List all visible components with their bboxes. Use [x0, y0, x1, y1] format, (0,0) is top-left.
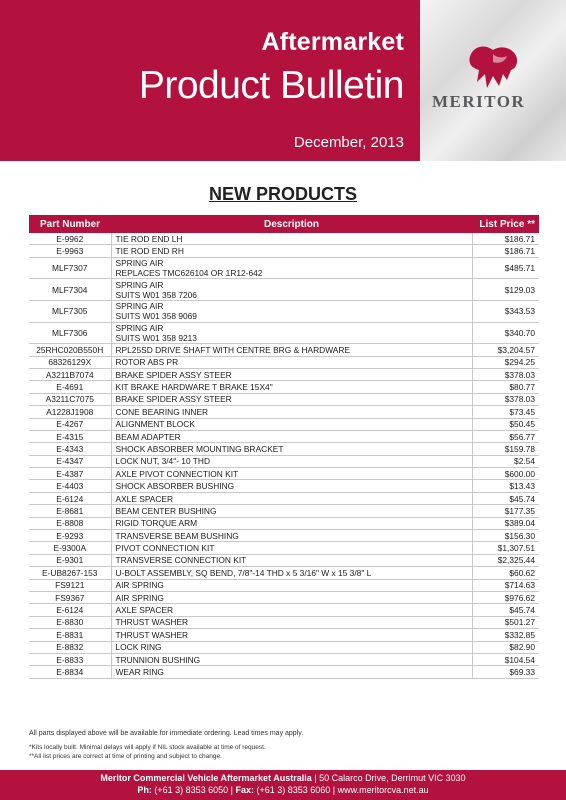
description-cell: [111, 233, 472, 245]
table-row: [29, 443, 539, 455]
description-cell: [111, 530, 472, 542]
description-cell: [111, 653, 472, 665]
list-price-cell: $343.53: [472, 300, 539, 322]
description-line: TRUNNION BUSHING: [115, 654, 201, 665]
part-number-cell: E-9963: [29, 245, 111, 257]
table-row: [29, 468, 539, 480]
list-price-cell: $332.85: [472, 629, 539, 641]
part-number-cell: E-8833: [29, 653, 111, 665]
description-line: THRUST WASHER: [115, 617, 189, 628]
prices-footnote: **All list prices are correct at time of printing and subject to change.: [29, 752, 222, 760]
footer-line-1: [0, 773, 566, 783]
list-price-cell: $69.33: [472, 666, 539, 678]
table-row: [29, 616, 539, 628]
description-cell: [111, 393, 472, 405]
table-row: [29, 554, 539, 566]
description-line: BRAKE SPIDER ASSY STEER: [115, 369, 232, 380]
table-row: [29, 492, 539, 504]
section-title: NEW PRODUCTS: [209, 184, 357, 204]
description-line: ALIGNMENT BLOCK: [115, 419, 195, 430]
description-line: REPLACES TMC626104 OR 1R12-642: [115, 268, 263, 279]
part-number-cell: E-4347: [29, 455, 111, 467]
part-number-cell: E-8830: [29, 616, 111, 628]
part-number-cell: E-9962: [29, 233, 111, 245]
part-number-cell: E-6124: [29, 604, 111, 616]
description-line: BEAM CENTER BUSHING: [115, 505, 217, 516]
part-number-cell: MLF7306: [29, 322, 111, 344]
table-row: [29, 344, 539, 356]
list-price-cell: $976.62: [472, 591, 539, 603]
description-line: SPRING AIR: [115, 322, 164, 333]
description-line: SUITS W01 358 9069: [115, 311, 197, 322]
description-line: PIVOT CONNECTION KIT: [115, 543, 215, 554]
footer-address: | 50 Calarco Drive, Derrimut VIC 3030: [311, 773, 466, 783]
header-title-aftermarket: Aftermarket: [261, 28, 404, 56]
part-number-cell: E-UB8267-153: [29, 567, 111, 579]
description-cell: [111, 641, 472, 653]
part-number-cell: E-8681: [29, 505, 111, 517]
column-header-description: Description: [111, 215, 472, 233]
list-price-cell: $60.62: [472, 567, 539, 579]
table-header-row: [29, 215, 539, 233]
part-number-cell: A3211C7075: [29, 393, 111, 405]
table-row: [29, 356, 539, 368]
part-number-cell: E-4315: [29, 430, 111, 442]
table-row: [29, 418, 539, 430]
list-price-cell: $13.43: [472, 480, 539, 492]
table-row: [29, 233, 539, 245]
footer-fax-label: Fax:: [235, 785, 254, 795]
description-cell: [111, 406, 472, 418]
description-line: THRUST WASHER: [115, 629, 189, 640]
part-number-cell: FS9121: [29, 579, 111, 591]
list-price-cell: $156.30: [472, 530, 539, 542]
list-price-cell: $45.74: [472, 604, 539, 616]
description-cell: [111, 492, 472, 504]
list-price-cell: $73.45: [472, 406, 539, 418]
list-price-cell: $600.00: [472, 468, 539, 480]
list-price-cell: $177.35: [472, 505, 539, 517]
list-price-cell: $186.71: [472, 233, 539, 245]
part-number-cell: FS9367: [29, 591, 111, 603]
table-row: [29, 629, 539, 641]
description-line: SPRING AIR: [115, 258, 164, 269]
table-row: [29, 591, 539, 603]
list-price-cell: $56.77: [472, 430, 539, 442]
table-row: [29, 480, 539, 492]
footer-phone: (+61 3) 8353 6050 |: [151, 785, 236, 795]
description-cell: [111, 443, 472, 455]
description-line: SPRING AIR: [115, 301, 164, 312]
list-price-cell: $1,307.51: [472, 542, 539, 554]
description-cell: [111, 517, 472, 529]
meritor-bull-logo-icon: [463, 44, 523, 92]
table-row: [29, 579, 539, 591]
list-price-cell: $82.90: [472, 641, 539, 653]
footer-line-2: [0, 785, 566, 795]
description-line: SHOCK ABSORBER BUSHING: [115, 481, 235, 492]
description-cell: [111, 300, 472, 322]
description-line: ROTOR ABS PR: [115, 357, 179, 368]
list-price-cell: $3,204.57: [472, 344, 539, 356]
description-line: SPRING AIR: [115, 279, 164, 290]
list-price-cell: $2,325.44: [472, 554, 539, 566]
table-row: [29, 257, 539, 279]
list-price-cell: $45.74: [472, 492, 539, 504]
part-number-cell: E-9293: [29, 530, 111, 542]
list-price-cell: $129.03: [472, 279, 539, 301]
description-cell: [111, 356, 472, 368]
table-row: [29, 368, 539, 380]
description-line: RPL25SD DRIVE SHAFT WITH CENTRE BRG & HARDWARE: [115, 344, 351, 355]
list-price-cell: $159.78: [472, 443, 539, 455]
description-line: TRANSVERSE BEAM BUSHING: [115, 530, 239, 541]
description-cell: [111, 368, 472, 380]
part-number-cell: E-4387: [29, 468, 111, 480]
part-number-cell: E-9300A: [29, 542, 111, 554]
part-number-cell: E-4343: [29, 443, 111, 455]
description-line: SHOCK ABSORBER MOUNTING BRACKET: [115, 443, 284, 454]
bulletin-date: December, 2013: [293, 134, 404, 151]
description-cell: [111, 430, 472, 442]
list-price-cell: $50.45: [472, 418, 539, 430]
part-number-cell: E-4267: [29, 418, 111, 430]
description-cell: [111, 468, 472, 480]
part-number-cell: E-8808: [29, 517, 111, 529]
description-cell: [111, 257, 472, 279]
part-number-cell: E-4691: [29, 381, 111, 393]
part-number-cell: A1228J1908: [29, 406, 111, 418]
list-price-cell: $485.71: [472, 257, 539, 279]
list-price-cell: $501.27: [472, 616, 539, 628]
description-cell: [111, 579, 472, 591]
products-table-body: [29, 233, 539, 678]
description-cell: [111, 542, 472, 554]
products-table: [29, 215, 539, 679]
list-price-cell: $186.71: [472, 245, 539, 257]
description-line: SUITS W01 358 7206: [115, 289, 197, 300]
list-price-cell: $389.04: [472, 517, 539, 529]
description-line: AXLE SPACER: [115, 605, 174, 616]
list-price-cell: $2.54: [472, 455, 539, 467]
description-line: AXLE SPACER: [115, 493, 174, 504]
list-price-cell: $378.03: [472, 393, 539, 405]
kits-footnote: *Kits locally built. Minimal delays will apply if NIL stock available at time of request.: [29, 744, 266, 751]
table-row: [29, 393, 539, 405]
description-line: TIE ROD END LH: [115, 233, 183, 244]
table-row: [29, 653, 539, 665]
footer-company: Meritor Commercial Vehicle Aftermarket Australia: [100, 773, 312, 783]
part-number-cell: E-8832: [29, 641, 111, 653]
meritor-wordmark: MERITOR: [432, 92, 526, 111]
description-line: CONE BEARING INNER: [115, 406, 209, 417]
part-number-cell: E-8831: [29, 629, 111, 641]
list-price-cell: $294.25: [472, 356, 539, 368]
description-cell: [111, 455, 472, 467]
part-number-cell: MLF7304: [29, 279, 111, 301]
description-cell: [111, 418, 472, 430]
list-price-cell: $378.03: [472, 368, 539, 380]
table-row: [29, 666, 539, 678]
table-row: [29, 505, 539, 517]
description-line: LOCK NUT, 3/4"- 10 THD: [115, 456, 211, 467]
description-cell: [111, 344, 472, 356]
description-cell: [111, 567, 472, 579]
description-line: KIT BRAKE HARDWARE T BRAKE 15X4": [115, 382, 273, 393]
part-number-cell: 68326129X: [29, 356, 111, 368]
column-header-list-price: List Price **: [472, 215, 539, 233]
description-line: SUITS W01 358 9213: [115, 332, 197, 343]
table-row: [29, 517, 539, 529]
part-number-cell: E-9301: [29, 554, 111, 566]
availability-note: All parts displayed above will be available for immediate ordering. Lead times may apply.: [29, 730, 304, 737]
table-row: [29, 322, 539, 344]
description-cell: [111, 245, 472, 257]
part-number-cell: E-6124: [29, 492, 111, 504]
description-line: WEAR RING: [115, 667, 164, 677]
description-line: LOCK RING: [115, 642, 162, 653]
table-row: [29, 567, 539, 579]
description-cell: [111, 505, 472, 517]
table-row: [29, 542, 539, 554]
list-price-cell: $714.63: [472, 579, 539, 591]
table-row: [29, 530, 539, 542]
list-price-cell: $104.54: [472, 653, 539, 665]
description-cell: [111, 381, 472, 393]
table-row: [29, 430, 539, 442]
list-price-cell: $340.70: [472, 322, 539, 344]
footnotes: [29, 744, 266, 761]
description-cell: [111, 591, 472, 603]
table-row: [29, 245, 539, 257]
part-number-cell: E-8834: [29, 666, 111, 678]
footer-phone-label: Ph:: [137, 785, 152, 795]
table-row: [29, 300, 539, 322]
table-row: [29, 406, 539, 418]
description-cell: [111, 616, 472, 628]
description-line: BEAM ADAPTER: [115, 431, 181, 442]
description-cell: [111, 604, 472, 616]
table-row: [29, 381, 539, 393]
table-row: [29, 455, 539, 467]
header-title-product-bulletin: Product Bulletin: [138, 64, 404, 107]
description-cell: [111, 279, 472, 301]
part-number-cell: MLF7307: [29, 257, 111, 279]
part-number-cell: MLF7305: [29, 300, 111, 322]
description-cell: [111, 666, 472, 678]
table-row: [29, 279, 539, 301]
bulletin-header: [0, 0, 566, 161]
description-line: BRAKE SPIDER ASSY STEER: [115, 394, 232, 405]
description-line: U-BOLT ASSEMBLY, SQ BEND, 7/8"-14 THD x 5 3/16" W x 15 3/8" L: [115, 567, 372, 578]
column-header-part-number: Part Number: [29, 215, 111, 233]
footer-fax-website: (+61 3) 8353 6060 | www.meritorcva.net.au: [253, 785, 429, 795]
list-price-cell: $80.77: [472, 381, 539, 393]
description-line: TIE ROD END RH: [115, 246, 184, 257]
part-number-cell: E-4403: [29, 480, 111, 492]
description-cell: [111, 480, 472, 492]
description-line: RIGID TORQUE ARM: [115, 518, 198, 529]
description-line: AIR SPRING: [115, 580, 164, 591]
part-number-cell: 25RHC020B550H: [29, 344, 111, 356]
table-row: [29, 641, 539, 653]
part-number-cell: A3211B7074: [29, 368, 111, 380]
description-line: AIR SPRING: [115, 592, 164, 603]
footer-bar: [0, 770, 566, 800]
description-cell: [111, 322, 472, 344]
table-row: [29, 604, 539, 616]
description-cell: [111, 554, 472, 566]
description-cell: [111, 629, 472, 641]
description-line: AXLE PIVOT CONNECTION KIT: [115, 468, 239, 479]
description-line: TRANSVERSE CONNECTION KIT: [115, 555, 247, 566]
